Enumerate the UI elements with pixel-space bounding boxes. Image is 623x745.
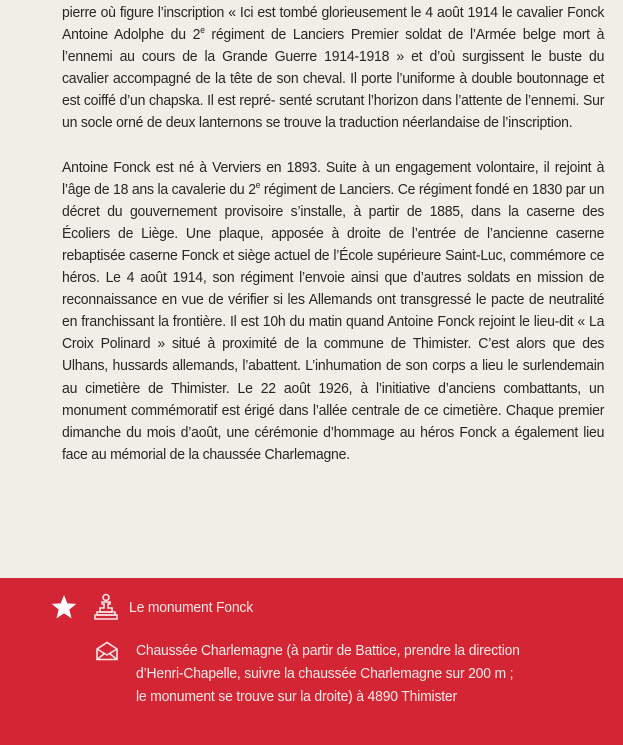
p1-line: cavalier Fonck Antoine Adolphe du 2 [62,4,605,44]
p1-line: senté scrutant l’horizon dans l’attente de l’ennemi. Sur un socle orné de deux [62,92,605,132]
paragraph-2 [62,157,604,466]
star-icon [50,593,78,621]
p1-line: porte l’uniforme à double boutonnage et est coiffé d’un chapska. Il est repré- [62,70,605,110]
p2-line: régiment l’envoie ainsi que d’autres soldats en mission de reconnaissance [62,269,605,309]
monument-label: Le monument Fonck [129,598,254,616]
p2-line: Antoine Fonck est né à Verviers en 1893. Suite à un engagement volontaire, il [62,158,550,176]
p2-line: de l’entrée de l’ancienne caserne rebaptisée caserne Fonck et siège actuel [62,224,605,264]
envelope-icon [95,641,119,661]
monument-row [50,592,262,622]
p2-line: de l’École supérieure Saint-Luc, commémore ce héros. Le 4 août 1914, son [62,246,605,287]
p2-line: C’est alors que des Ulhans, hussards allemands, l’abattent. L’inhumation [62,335,605,375]
p2-line: de 1885, dans la caserne des Écoliers de Liège. Une plaque, apposée à droite [62,202,605,242]
p2-line: érigé dans l’allée centrale de ce cimetière. Chaque premier dimanche du mois [62,401,605,441]
article-body [62,2,604,488]
address-row [95,639,549,708]
paragraph-1 [62,2,604,135]
p2-line: 1926, à l’initiative d’anciens combattants, un monument commémoratif est [62,379,605,419]
p1-line: lanternons se trouve la traduction néerlandaise de l’inscription. [198,114,573,132]
p2-line: lieu-dit « La Croix Polinard » situé à proximité de la commune de Thimister. [62,313,605,353]
p1-line: l’Armée belge mort à l’ennemi au cours de la Grande Guerre 1914-1918 » et [62,26,605,66]
p1-line: pierre où figure l’inscription « Ici est tombé glorieusement le 4 août 1914 le [62,4,513,21]
p2-line: de son corps a lieu le surlendemain au cimetière de Thimister. Le 22 août [62,357,605,397]
p1-line: régiment de Lanciers Premier soldat de [204,26,464,44]
p2-line: régiment de Lanciers. Ce régiment [260,180,472,198]
p2-line: fondé en 1830 par un décret du gouvernement provisoire s’installe, à partir [62,180,605,220]
address-line: Chaussée Charlemagne (à partir de Battice, prendre la direction [136,642,520,659]
address-line: le monument se trouve sur la droite) à 4890 Thimister [136,688,457,705]
p1-line: d’où surgissent le buste du cavalier accompagné de la tête de son cheval. Il [62,48,605,88]
monument-icon [93,593,119,621]
p2-line: franchissant la frontière. Il est 10h du matin quand Antoine Fonck rejoint le [81,313,530,331]
p2-line: en vue de vérifier si les Allemands ont transgressé le pacte de neutralité en [62,291,605,331]
superscript: e [255,179,261,190]
p2-line: mémorial de la chaussée Charlemagne. [110,445,350,463]
p2-line: d’août, une cérémonie d’hommage au héros Fonck a également lieu face au [62,423,605,463]
address-line: d’Henri-Chapelle, suivre la chaussée Charlemagne sur 200 m ; [136,665,514,682]
superscript: e [200,25,205,36]
address-text [136,639,520,708]
p2-line: rejoint à l’âge de 18 ans la cavalerie du 2 [62,158,605,198]
